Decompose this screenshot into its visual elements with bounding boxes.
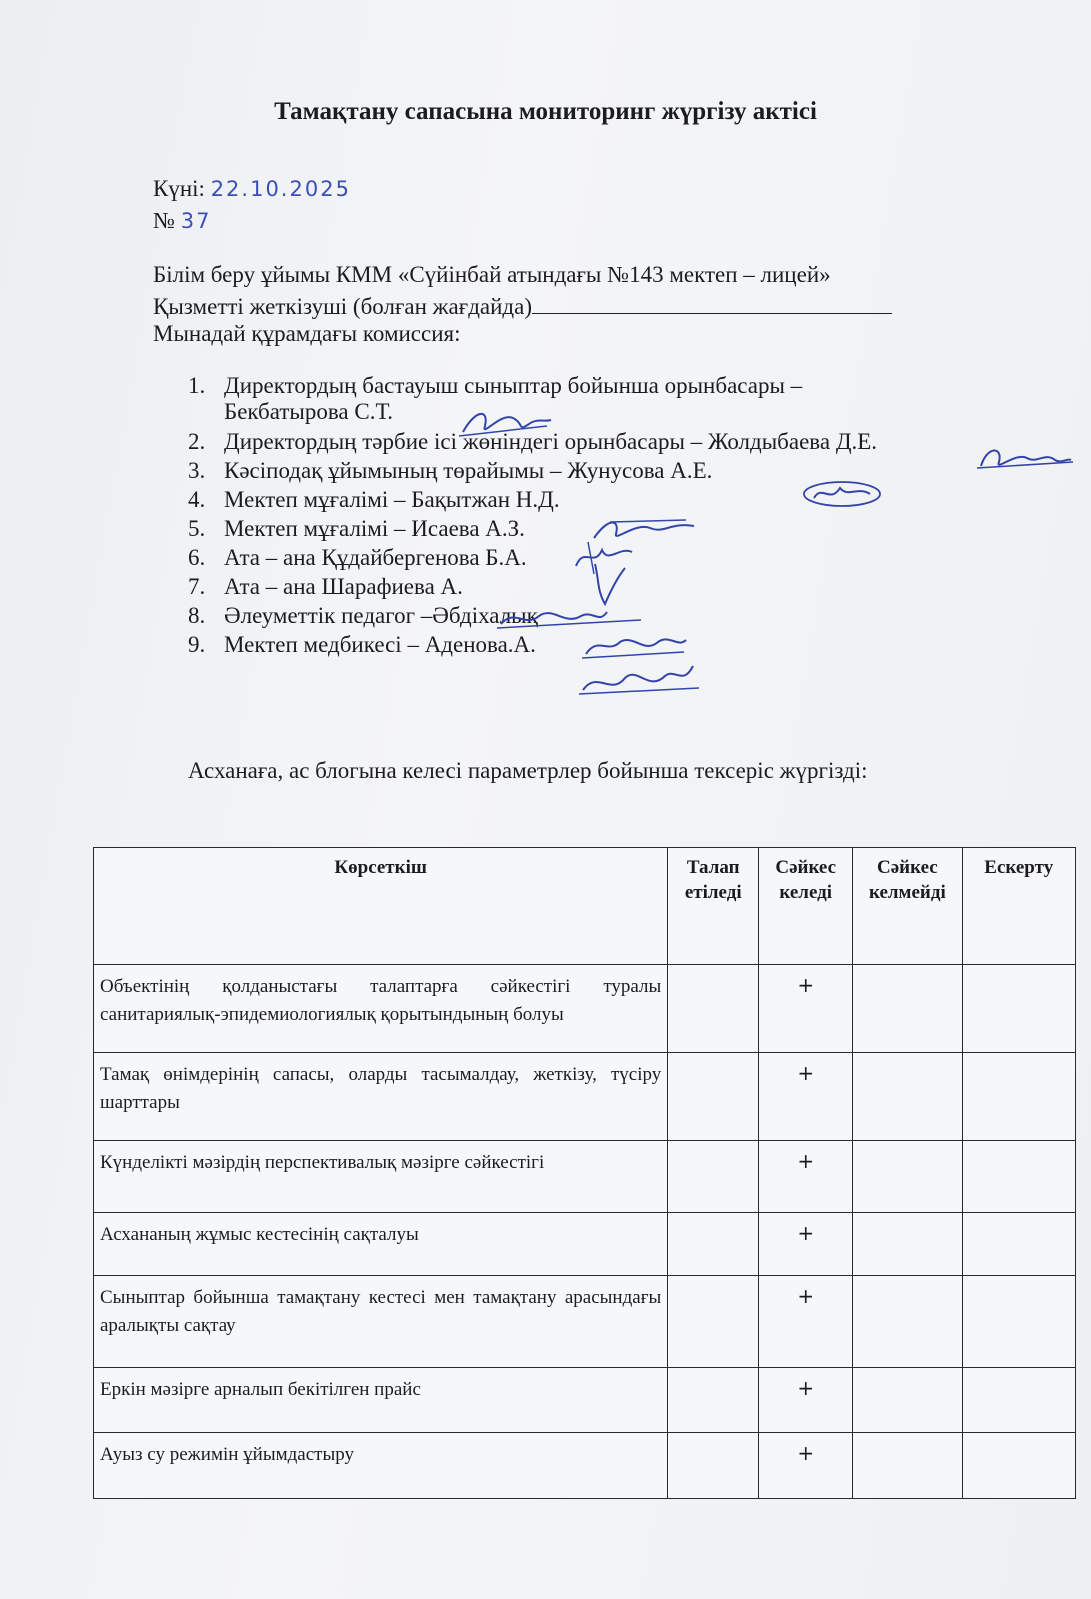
complies-cell: +: [759, 1053, 853, 1141]
note-cell: [962, 1433, 1075, 1499]
member-text: Әлеуметтік педагог –Әбдіхалық: [224, 603, 538, 628]
not-complies-cell: [853, 1141, 962, 1213]
note-cell: [962, 1141, 1075, 1213]
table-row: [94, 1053, 1076, 1141]
member-text-continued: Бекбатырова С.Т.: [224, 399, 393, 424]
member-text: Директордың тәрбие ісі жөніндегі орынбасары – Жолдыбаева Д.Е.: [224, 429, 878, 454]
complies-cell: +: [759, 965, 853, 1053]
required-cell: [668, 1368, 759, 1433]
date-label: Күні:: [153, 176, 205, 201]
inspection-table: [93, 847, 1076, 1499]
note-cell: [962, 1368, 1075, 1433]
column-header: Көрсеткіш: [94, 848, 668, 965]
list-item: 8. Әлеуметтік педагог –Әбдіхалық: [188, 603, 538, 628]
required-cell: [668, 1433, 759, 1499]
table-row: [94, 1141, 1076, 1213]
list-item: 6. Ата – ана Құдайбергенова Б.А.: [188, 545, 527, 570]
required-cell: [668, 1276, 759, 1368]
signature-2: [975, 440, 1075, 480]
member-text: Мектеп мұғалімі – Бақытжан Н.Д.: [224, 487, 560, 512]
not-complies-cell: [853, 1368, 962, 1433]
number-value: 37: [180, 209, 212, 233]
supplier-blank: [532, 293, 892, 314]
note-cell: [962, 965, 1075, 1053]
table-row: [94, 1433, 1076, 1499]
list-item: 2. Директордың тәрбие ісі жөніндегі орынбасары – Жолдыбаева Д.Е.: [188, 429, 878, 454]
not-complies-cell: [853, 1213, 962, 1276]
list-item: 4. Мектеп мұғалімі – Бақытжан Н.Д.: [188, 487, 560, 512]
note-cell: [962, 1053, 1075, 1141]
indicator-cell: Еркін мәзірге арналып бекітілген прайс: [94, 1368, 668, 1433]
list-item: 1. Директордың бастауыш сыныптар бойынша орынбасары – Бекбатырова С.Т.: [188, 373, 877, 429]
signature-9: [575, 660, 705, 706]
not-complies-cell: [853, 965, 962, 1053]
not-complies-cell: [853, 1053, 962, 1141]
member-text: Ата – ана Құдайбергенова Б.А.: [224, 545, 527, 570]
member-text: Директордың бастауыш сыныптар бойынша орынбасары –: [224, 373, 803, 398]
date-value: 22.10.2025: [210, 177, 351, 201]
required-cell: [668, 1213, 759, 1276]
member-text: Мектеп медбикесі – Аденова.А.: [224, 632, 536, 657]
note-cell: [962, 1213, 1075, 1276]
organization-line: Білім беру ұйымы КММ «Сүйінбай атындағы №143 мектеп – лицей»: [153, 262, 831, 287]
list-item: 9. Мектеп медбикесі – Аденова.А.: [188, 632, 536, 657]
date-line: [153, 176, 351, 202]
table-row: [94, 965, 1076, 1053]
column-header: Сәйкес келмейді: [853, 848, 962, 965]
column-header: Сәйкес келеді: [759, 848, 853, 965]
list-item: 3. Кәсіподақ ұйымының төрайымы – Жунусова А.Е.: [188, 458, 713, 483]
not-complies-cell: [853, 1433, 962, 1499]
number-label: №: [153, 208, 175, 233]
indicator-cell: Күнделікті мәзірдің перспективалық мәзірге сәйкестігі: [94, 1141, 668, 1213]
table-row: [94, 1368, 1076, 1433]
indicator-cell: Тамақ өнімдерінің сапасы, оларды тасымалдау, жеткізу, түсіру шарттары: [94, 1053, 668, 1141]
commission-list: [188, 373, 877, 661]
member-text: Кәсіподақ ұйымының төрайымы – Жунусова А.Е.: [224, 458, 713, 483]
intro-text: Асханаға, ас блогына келесі параметрлер бойынша тексеріс жүргізді:: [188, 758, 868, 783]
commission-label: Мынадай құрамдағы комиссия:: [153, 321, 461, 346]
note-cell: [962, 1276, 1075, 1368]
complies-cell: +: [759, 1276, 853, 1368]
column-header: Талап етіледі: [668, 848, 759, 965]
complies-cell: +: [759, 1141, 853, 1213]
indicator-cell: Сыныптар бойынша тамақтану кестесі мен тамақтану арасындағы аралықты сақтау: [94, 1276, 668, 1368]
document-title: Тамақтану сапасына мониторинг жүргізу актісі: [274, 98, 817, 125]
indicator-cell: Ауыз су режимін ұйымдастыру: [94, 1433, 668, 1499]
required-cell: [668, 965, 759, 1053]
indicator-cell: Асхананың жұмыс кестесінің сақталуы: [94, 1213, 668, 1276]
member-text: Ата – ана Шарафиева А.: [224, 574, 463, 599]
list-item: 5. Мектеп мұғалімі – Исаева А.З.: [188, 516, 525, 541]
table-row: [94, 1276, 1076, 1368]
complies-cell: +: [759, 1368, 853, 1433]
required-cell: [668, 1141, 759, 1213]
indicator-cell: Объектінің қолданыстағы талаптарға сәйкестігі туралы санитариялық-эпидемиологиялық қорытындының болуы: [94, 965, 668, 1053]
complies-cell: +: [759, 1433, 853, 1499]
table-row: [94, 1213, 1076, 1276]
supplier-line: [153, 293, 892, 320]
complies-cell: +: [759, 1213, 853, 1276]
member-text: Мектеп мұғалімі – Исаева А.З.: [224, 516, 525, 541]
not-complies-cell: [853, 1276, 962, 1368]
column-header: Ескерту: [962, 848, 1075, 965]
number-line: [153, 208, 211, 234]
required-cell: [668, 1053, 759, 1141]
list-item: 7. Ата – ана Шарафиева А.: [188, 574, 463, 599]
supplier-label: Қызметті жеткізуші (болған жағдайда): [153, 294, 532, 319]
table-header-row: [94, 848, 1076, 965]
